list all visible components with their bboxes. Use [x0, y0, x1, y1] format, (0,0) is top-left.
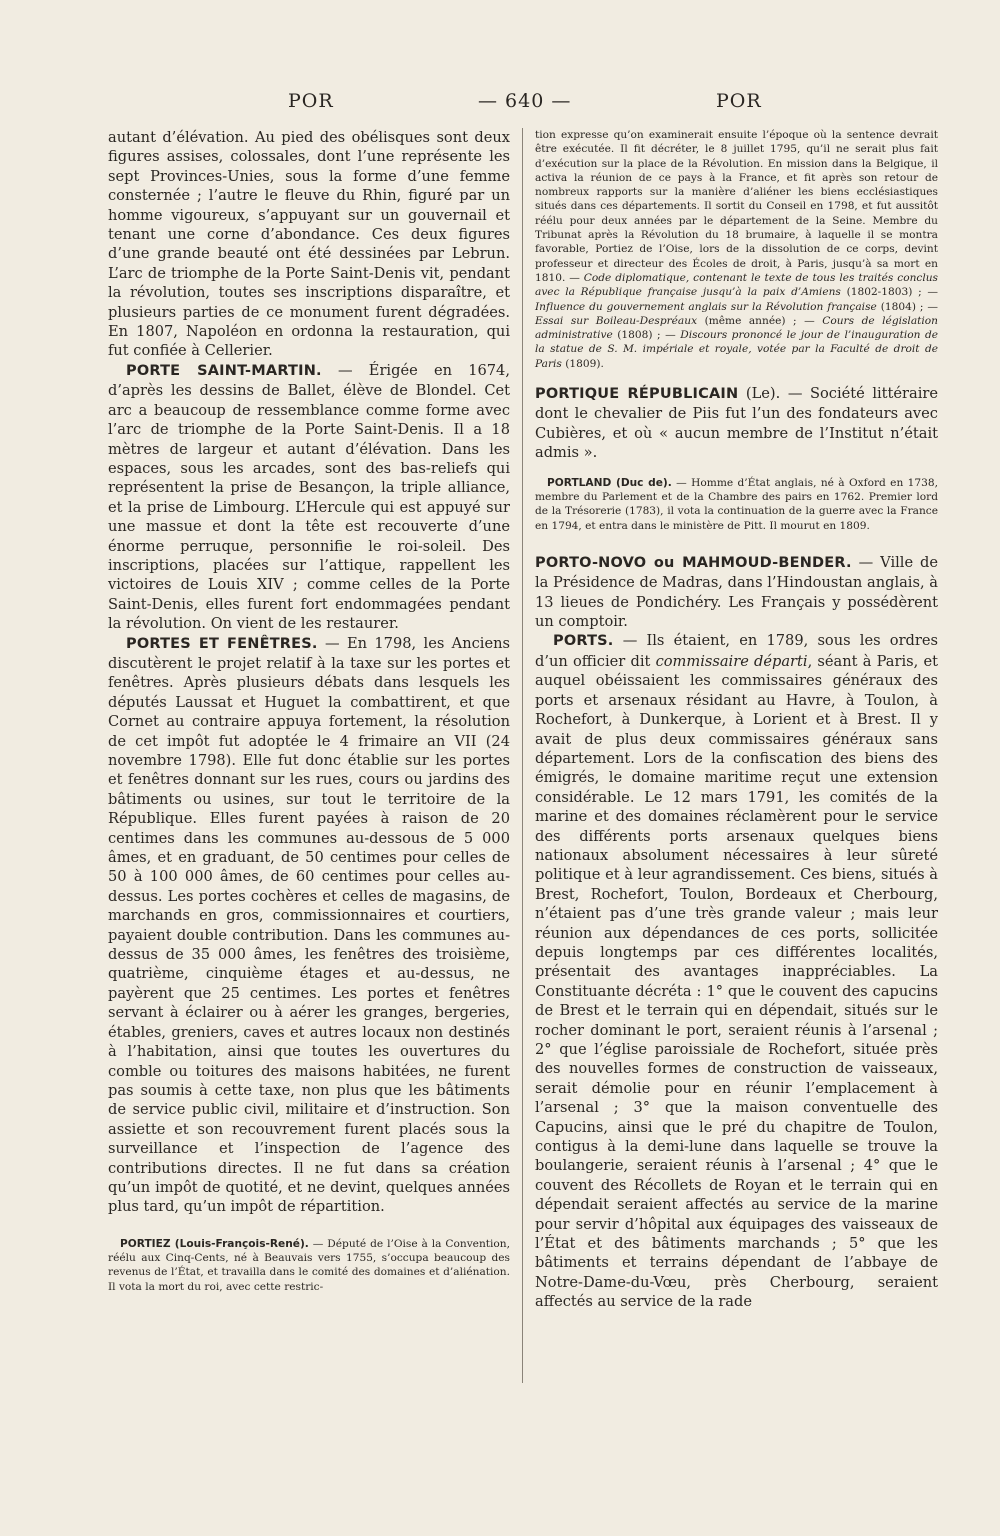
entry-text: (1804) ; — — [876, 300, 938, 313]
entry-text: — En 1798, les Anciens discutèrent le projet relatif à la taxe sur les portes et fenêtres. Après plusieurs débats dans lesquels les députés Laussat et Huguet la combattirent, et que Cornet au contraire appuya fortement, la résolution de cet impôt fut adoptée le 4 frimaire an VII (24 novembre 1798). Elle fut donc établie sur les portes et fenêtres donnant sur les rues, cours ou jardins des bâtiments ou usines, sur tout le territoire de la République. Elles furent payées à raison de 20 centimes dans les communes au-dessous de 5 000 âmes, et en graduant, de 50 centimes pour celles de 50 à 100 000 âmes, de 60 centimes pour celles au-dessus. Les portes cochères et celles de magasins, de marchands en gros, commissionnaires et courtiers, payaient double contribution. Dans les communes au-dessus de 35 000 âmes, les fenêtres des troisième, quatrième, cinquième étages et au-dessus, ne payèrent que 25 centimes. Les portes et fenêtres servant à éclairer ou à aérer les granges, bergeries, étables, greniers, caves et autres locaux non destinés à l’habitation, ainsi que toutes les ouvertures du comble ou toitures des maisons habitées, ne furent pas soumis à cette taxe, non plus que les bâtiments de service public civil, militaire et d’instruction. Son assiette et son recouvrement furent placés sous la surveillance et l’inspection de l’agence des contributions directes. Il ne fut dans sa création qu’un impôt de quotité, et ne devint, quelques années plus tard, qu’un impôt de répartition. — [108, 634, 510, 1216]
page-number: — 640 — — [478, 90, 572, 112]
entry-portiez — [108, 1237, 510, 1294]
entry-porto-novo — [535, 553, 938, 632]
entry-text: — Député de l’Oise à la Convention, réélu aux Cinq-Cents, né à Beauvais vers 1755, s’occupa beaucoup des revenus de l’État, et travailla dans le comité des domaines et d’aliénation. Il vota la mort du roi, avec cette restric- — [108, 1237, 510, 1293]
entry-headword: PORTS. — [553, 633, 614, 650]
entry-text: (1809). — [561, 357, 604, 370]
work-title: Code diplomatique, contenant le texte de tous les traités conclus avec la République française jusqu’à la paix d’Amiens — [535, 271, 938, 299]
entry-portes-et-fenetres — [108, 634, 510, 1217]
entry-text: (1808) ; — — [612, 329, 681, 342]
work-title: Cours de législation administrative — [535, 314, 938, 342]
entry-text: — Homme d’État anglais, né à Oxford en 1738, membre du Parlement et de la Chambre des pairs en 1762. Premier lord de la Trésorerie (1783), il vota la continuation de la guerre avec la France en 1794, et entra dans le ministère de Pitt. Il mourut en 1809. — [535, 476, 938, 532]
entry-text: — Érigée en 1674, d’après les dessins de Ballet, élève de Blondel. Cet arc a beaucoup de ressemblance comme forme avec l’arc de triomphe de la Porte Saint-Denis. Il a 18 mètres de largeur et autant d’élévation. Dans les espaces, sous les arcades, sont des bas-reliefs qui représentent la prise de Besançon, la triple alliance, et la prise de Limbourg. L’Hercule qui est appuyé sur une massue et dont la tête est recouverte d’une énorme perruque, personnifie le roi-soleil. Des inscriptions, placées sur l’attique, rappellent les victoires de Louis XIV ; comme celles de la Porte Saint-Denis, elles furent fort endommagées pendant la révolution. On vient de les restaurer. — [108, 361, 510, 633]
entry-text: tion expresse qu’on examinerait ensuite l’époque où la sentence devrait être exécutée. Il fit décréter, le 8 juillet 1795, qu’il ne serait plus fait d’exécution sur la place de la Révolution. En mission dans la Belgique, il activa la réunion de ce pays à la France, et fit après son retour de nombreux rapports sur la manière d’aliéner les biens ecclésiastiques situés dans ces départements. Il sortit du Conseil en 1798, et fut aussitôt réélu pour deux années par le département de la Seine. Membre du Tribunat après la Révolution du 18 brumaire, à laquelle il se montra favorable, Portiez de l’Oise, lors de la dissolution de ce corps, devint professeur et directeur des Écoles de droit, à Paris, jusqu’à sa mort en 1810. — — [535, 129, 938, 284]
header-left: POR — [288, 90, 334, 112]
work-title: Influence du gouvernement anglais sur la Révolution française — [535, 300, 877, 313]
entry-portland — [535, 476, 938, 533]
right-column — [535, 128, 938, 1312]
entry-italic: commissaire départi — [655, 652, 808, 670]
entry-headword: PORTIQUE RÉPUBLICAIN — [535, 386, 739, 403]
entry-headword: PORTE SAINT-MARTIN. — [126, 362, 322, 379]
entry-headword: PORTES ET FENÊTRES. — [126, 635, 318, 652]
entry-text: — Ils étaient, en 1789, sous les ordres d’un officier dit — [535, 632, 938, 670]
column-divider — [522, 128, 523, 1383]
header-right: POR — [716, 90, 762, 112]
entry-portique-republicain — [535, 384, 938, 463]
entry-headword: PORTIEZ (Louis-François-René). — [120, 1237, 309, 1250]
work-title: Essai sur Boileau-Despréaux — [535, 314, 698, 327]
entry-headword: PORTLAND (Duc de). — [547, 476, 672, 489]
entry-text: , séant à Paris, et auquel obéissaient les commissaires généraux des ports et arsenaux résidant au Havre, à Toulon, à Rochefort, à Dunkerque, à Lorient et à Brest. Il y avait de plus deux commissaires généraux sans département. Lors de la confiscation des biens des émigrés, le domaine maritime reçut une extension considérable. Le 12 mars 1791, les comités de la marine et des domaines réclamèrent pour le service des différents ports arsenaux quelques biens nationaux absolument nécessaires à leur sûreté politique et à leur agrandissement. Ces biens, situés à Brest, Rochefort, Toulon, Bordeaux et Cherbourg, n’étaient pas d’une très grande valeur ; mais leur réunion aux dépendances de ces ports, sollicitée depuis longtemps par ces différentes localités, présentait des avantages inappréciables. La Constituante décréta : 1° que le couvent des capucins de Brest et le terrain qui en dépendait, situés sur le rocher dominant le port, seraient réunis à l’arsenal ; 2° que l’église paroissiale de Rochefort, située près des nouvelles formes de construction de vaisseaux, serait démolie pour en réunir l’emplacement à l’arsenal ; 3° que la maison conventuelle des Capucins, ainsi que le pré du chapitre de Toulon, contigus à la demi-lune dans laquelle se trouve la boulangerie, seraient réunis à l’arsenal ; 4° que le couvent des Récollets de Royan et le terrain qui en dépendait seraient affectés au service de la marine pour servir d’hôpital aux équipages des vaisseaux de l’État et des bâtiments marchands ; 5° que les bâtiments et terrains dépendant de l’abbaye de Notre-Dame-du-Vœu, près Cherbourg, seraient affectés au service de la rade — [535, 652, 938, 1311]
entry-headword: PORTO-NOVO ou MAHMOUD-BENDER. — [535, 554, 852, 571]
entry-text: — Société littéraire dont le chevalier de Piis fut l’un des fondateurs avec Cubières, et où « aucun membre de l’Institut n’était admis ». — [535, 385, 939, 462]
work-title: Discours prononcé le jour de l’inauguration de la statue de S. M. impériale et royale, votée par la Faculté de droit de Paris — [535, 329, 938, 370]
entry-text: — Ville de la Présidence de Madras, dans l’Hindoustan anglais, à 13 lieues de Pondichéry. Les Français y possédèrent un comptoir. — [535, 553, 938, 631]
entry-subhead: (Le). — [738, 385, 781, 403]
entry-portiez-continued — [535, 128, 938, 371]
paragraph-continued: autant d’élévation. Au pied des obélisques sont deux figures assises, colossales, dont l’une représente les sept Provinces-Unies, sous la forme d’une femme consternée ; l’autre le fleuve du Rhin, figuré par un homme vigoureux, s’appuyant sur un gouvernail et tenant une corne d’abondance. Ces deux figures d’une grande beauté ont été dessinées par Lebrun. L’arc de triomphe de la Porte Saint-Denis vit, pendant la révolution, toutes ses inscriptions disparaître, et plusieurs parties de ce monument furent dégradées. En 1807, Napoléon en ordonna la restauration, qui fut confiée à Cellerier. — [108, 129, 510, 360]
entry-text: (même année) ; — — [697, 314, 823, 327]
entry-text: (1802-1803) ; — — [840, 286, 938, 299]
entry-porte-saint-martin — [108, 361, 510, 634]
left-column — [108, 128, 510, 1294]
running-header — [0, 90, 1000, 120]
entry-ports — [535, 631, 938, 1311]
